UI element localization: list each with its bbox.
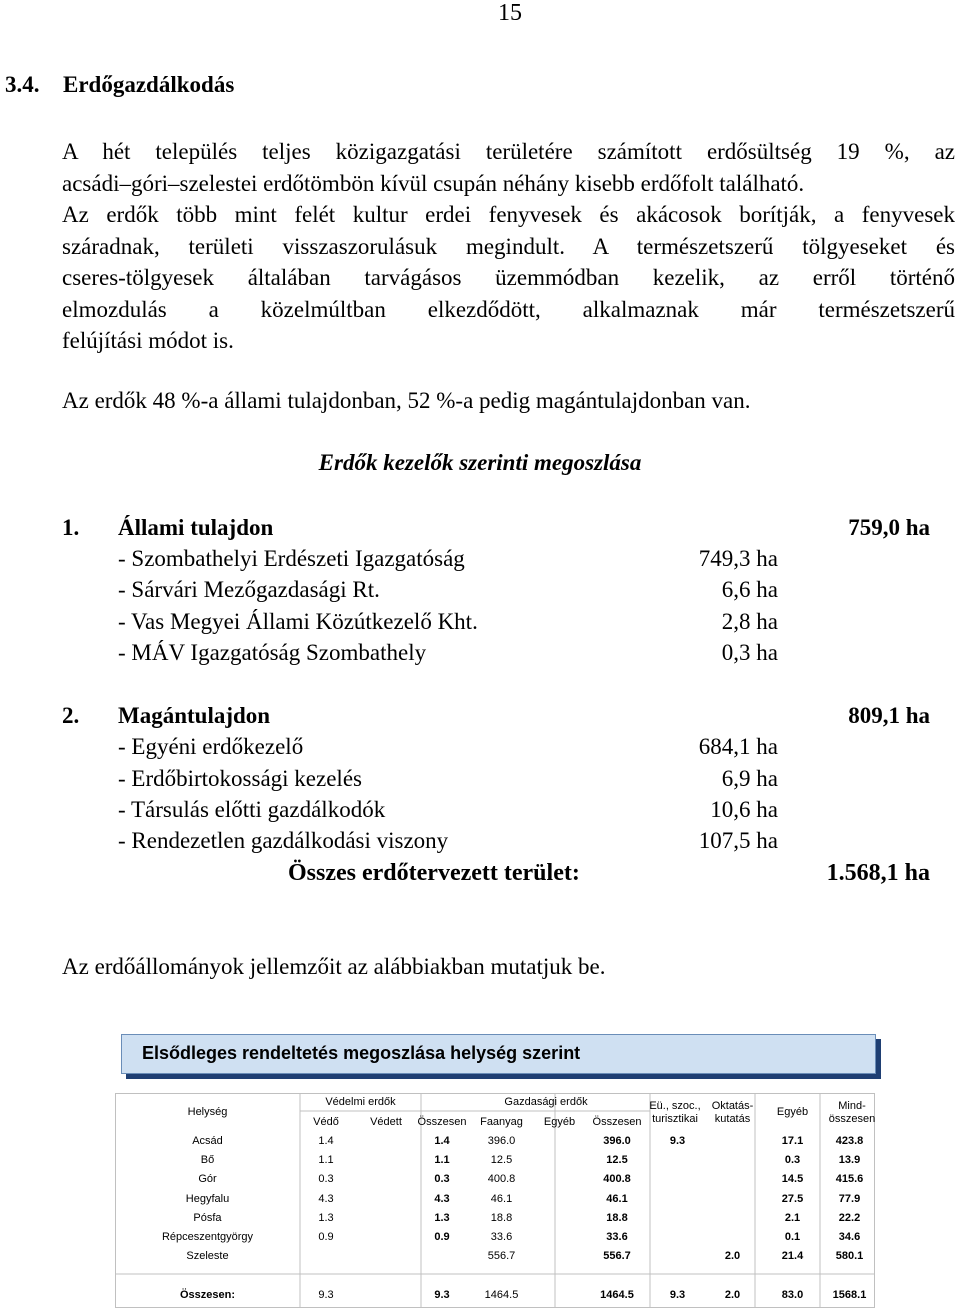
- item-label: - Szombathelyi Erdészeti Igazgatóság: [118, 546, 465, 571]
- cell-faanyag: 396.0: [487, 1135, 516, 1147]
- group-total: 759,0 ha: [848, 515, 930, 540]
- header-mindosszesen: Mind-összesen: [828, 1100, 876, 1125]
- cell-helyseg: Gór: [198, 1173, 217, 1186]
- cell-vedo: 0.3: [318, 1173, 334, 1186]
- cell-mindosszesen: 77.9: [838, 1192, 861, 1205]
- item-label: - Sárvári Mezőgazdasági Rt.: [118, 577, 380, 602]
- cell-helyseg: Összesen:: [179, 1289, 236, 1301]
- cell-faanyag: 46.1: [490, 1192, 513, 1205]
- cell-mindosszesen: 415.6: [835, 1173, 864, 1186]
- cell-gazd-osszesen: 396.0: [603, 1135, 631, 1147]
- cell-vedo: 0.9: [318, 1231, 334, 1243]
- header-eu: Eü., szoc., turisztikai: [649, 1100, 701, 1125]
- item-label: - Erdőbirtokossági kezelés: [118, 766, 362, 791]
- cell-gazd-osszesen: 1464.5: [600, 1289, 634, 1301]
- item-label: - MÁV Igazgatóság Szombathely: [118, 640, 427, 665]
- cell-mindosszesen: 13.9: [838, 1154, 861, 1167]
- item-label: - Egyéni erdőkezelő: [118, 734, 304, 759]
- header-helyseg: Helység: [187, 1106, 228, 1118]
- header-faanyag: Faanyag: [480, 1116, 523, 1128]
- cell-vedelmi-osszesen: 0.9: [434, 1231, 450, 1243]
- cell-gazd-osszesen: 33.6: [606, 1231, 628, 1243]
- cell-egyeb: 0.1: [784, 1231, 801, 1243]
- item-value: 10,6 ha: [710, 797, 778, 822]
- cell-helyseg: Bő: [200, 1154, 215, 1167]
- cell-faanyag: 556.7: [487, 1250, 516, 1263]
- cell-gazd-osszesen: 18.8: [606, 1211, 628, 1224]
- header-vedo: Védő: [313, 1116, 339, 1128]
- cell-vedo: 1.1: [318, 1154, 334, 1167]
- header-gazd-egyeb: Egyéb: [543, 1116, 576, 1128]
- cell-gazd-osszesen: 46.1: [606, 1192, 628, 1205]
- item-label: - Vas Megyei Állami Közútkezelő Kht.: [118, 609, 478, 634]
- group-title: Állami tulajdon: [118, 515, 274, 540]
- cell-vedelmi-osszesen: 0.3: [434, 1173, 450, 1186]
- cell-oktatas: 2.0: [724, 1289, 741, 1301]
- paragraph-line: elmozdulás a közelmúltban elkezdődött, alkalmaznak már természetszerű: [62, 296, 955, 322]
- cell-helyseg: Szeleste: [186, 1250, 229, 1263]
- cell-vedo: 1.4: [318, 1135, 334, 1147]
- distribution-title: Erdők kezelők szerinti megoszlása: [318, 450, 642, 475]
- cell-eu: 9.3: [669, 1135, 686, 1147]
- cell-egyeb: 27.5: [781, 1192, 804, 1205]
- cell-vedelmi-osszesen: 1.3: [434, 1211, 450, 1224]
- item-label: - Rendezetlen gazdálkodási viszony: [118, 828, 449, 853]
- item-label: - Társulás előtti gazdálkodók: [118, 797, 386, 822]
- cell-egyeb: 17.1: [781, 1135, 804, 1147]
- item-value: 6,9 ha: [721, 766, 778, 791]
- group-total: 809,1 ha: [848, 703, 930, 728]
- paragraph-forest-intro: [62, 136, 955, 357]
- cell-vedelmi-osszesen: 9.3: [434, 1289, 450, 1301]
- paragraph-ownership: Az erdők 48 %-a állami tulajdonban, 52 %-a pedig magántulajdonban van.: [62, 388, 751, 413]
- page-number: 15: [498, 0, 522, 26]
- header-oktatas: Oktatás-kutatás: [711, 1100, 754, 1125]
- paragraph-line: száradnak, területi visszaszorulásuk megindult. A természetszerű tölgyeseket és: [62, 233, 955, 259]
- table-banner-title: Elsődleges rendeltetés megoszlása helység szerint: [142, 1043, 581, 1063]
- cell-helyseg: Hegyfalu: [185, 1192, 230, 1205]
- group-title: Magántulajdon: [118, 703, 271, 728]
- paragraph-line: felújítási módot is.: [62, 328, 234, 353]
- cell-helyseg: Pósfa: [193, 1211, 222, 1224]
- paragraph-line: acsádi–góri–szelestei erdőtömbön kívül csupán néhány kisebb erdőfolt található.: [62, 170, 805, 196]
- cell-egyeb: 2.1: [784, 1211, 801, 1224]
- section-heading: [5, 72, 234, 98]
- cell-eu: 9.3: [669, 1289, 686, 1301]
- item-value: 0,3 ha: [721, 640, 778, 665]
- table-banner: [121, 1034, 876, 1074]
- header-vedett: Védett: [370, 1116, 402, 1128]
- item-value: 6,6 ha: [721, 577, 778, 602]
- group-number: 2.: [62, 703, 80, 728]
- section-number: 3.4.: [5, 72, 40, 97]
- cell-helyseg: Acsád: [192, 1135, 223, 1147]
- item-value: 2,8 ha: [721, 609, 778, 634]
- cell-mindosszesen: 22.2: [838, 1211, 861, 1224]
- paragraph-line: Az erdők több mint felét kultur erdei fenyvesek és akácosok borítják, a fenyvesek: [62, 202, 955, 227]
- header-vedelmi: Védelmi erdők: [325, 1096, 396, 1108]
- cell-faanyag: 12.5: [490, 1154, 513, 1167]
- cell-mindosszesen: 1568.1: [832, 1289, 867, 1301]
- cell-gazd-osszesen: 12.5: [606, 1154, 628, 1167]
- cell-vedo: 9.3: [318, 1289, 334, 1301]
- cell-faanyag: 400.8: [487, 1173, 516, 1186]
- cell-faanyag: 1464.5: [484, 1289, 519, 1301]
- cell-gazd-osszesen: 400.8: [603, 1173, 631, 1186]
- cell-egyeb: 0.3: [784, 1154, 801, 1167]
- cell-egyeb: 83.0: [781, 1289, 804, 1301]
- cell-vedelmi-osszesen: 1.4: [434, 1135, 450, 1147]
- cell-helyseg: Répceszentgyörgy: [161, 1231, 254, 1243]
- cell-vedo: 1.3: [318, 1211, 334, 1224]
- cell-vedo: 4.3: [318, 1192, 334, 1205]
- group-number: 1.: [62, 515, 80, 540]
- cell-faanyag: 18.8: [490, 1211, 513, 1224]
- cell-mindosszesen: 580.1: [835, 1250, 864, 1263]
- paragraph-table-intro: Az erdőállományok jellemzőit az alábbiakban mutatjuk be.: [62, 954, 606, 979]
- cell-vedelmi-osszesen: 4.3: [434, 1192, 450, 1205]
- paragraph-line: A hét település teljes közigazgatási területére számított erdősültség 19 %, az: [62, 139, 955, 164]
- cell-egyeb: 21.4: [781, 1250, 804, 1263]
- cell-vedelmi-osszesen: 1.1: [434, 1154, 450, 1167]
- cell-gazd-osszesen: 556.7: [603, 1250, 631, 1263]
- item-value: 107,5 ha: [698, 828, 778, 853]
- header-vedelmi-osszesen: Összesen: [417, 1116, 467, 1128]
- cell-egyeb: 14.5: [781, 1173, 804, 1186]
- grand-total-label: Összes erdőtervezett terület:: [288, 860, 580, 886]
- header-gazdasagi: Gazdasági erdők: [504, 1096, 588, 1108]
- cell-mindosszesen: 34.6: [838, 1231, 861, 1243]
- paragraph-line: cseres-tölgyesek általában tarvágásos üzemmódban kezelik, az erről történő: [62, 265, 955, 290]
- header-gazd-osszesen: Összesen: [592, 1116, 642, 1128]
- section-title: Erdőgazdálkodás: [63, 72, 235, 97]
- header-egyeb: Egyéb: [776, 1106, 809, 1118]
- item-value: 684,1 ha: [698, 734, 778, 759]
- grand-total-value: 1.568,1 ha: [826, 860, 930, 886]
- cell-mindosszesen: 423.8: [835, 1135, 864, 1147]
- cell-oktatas: 2.0: [724, 1250, 741, 1263]
- cell-faanyag: 33.6: [490, 1231, 513, 1243]
- item-value: 749,3 ha: [698, 546, 778, 571]
